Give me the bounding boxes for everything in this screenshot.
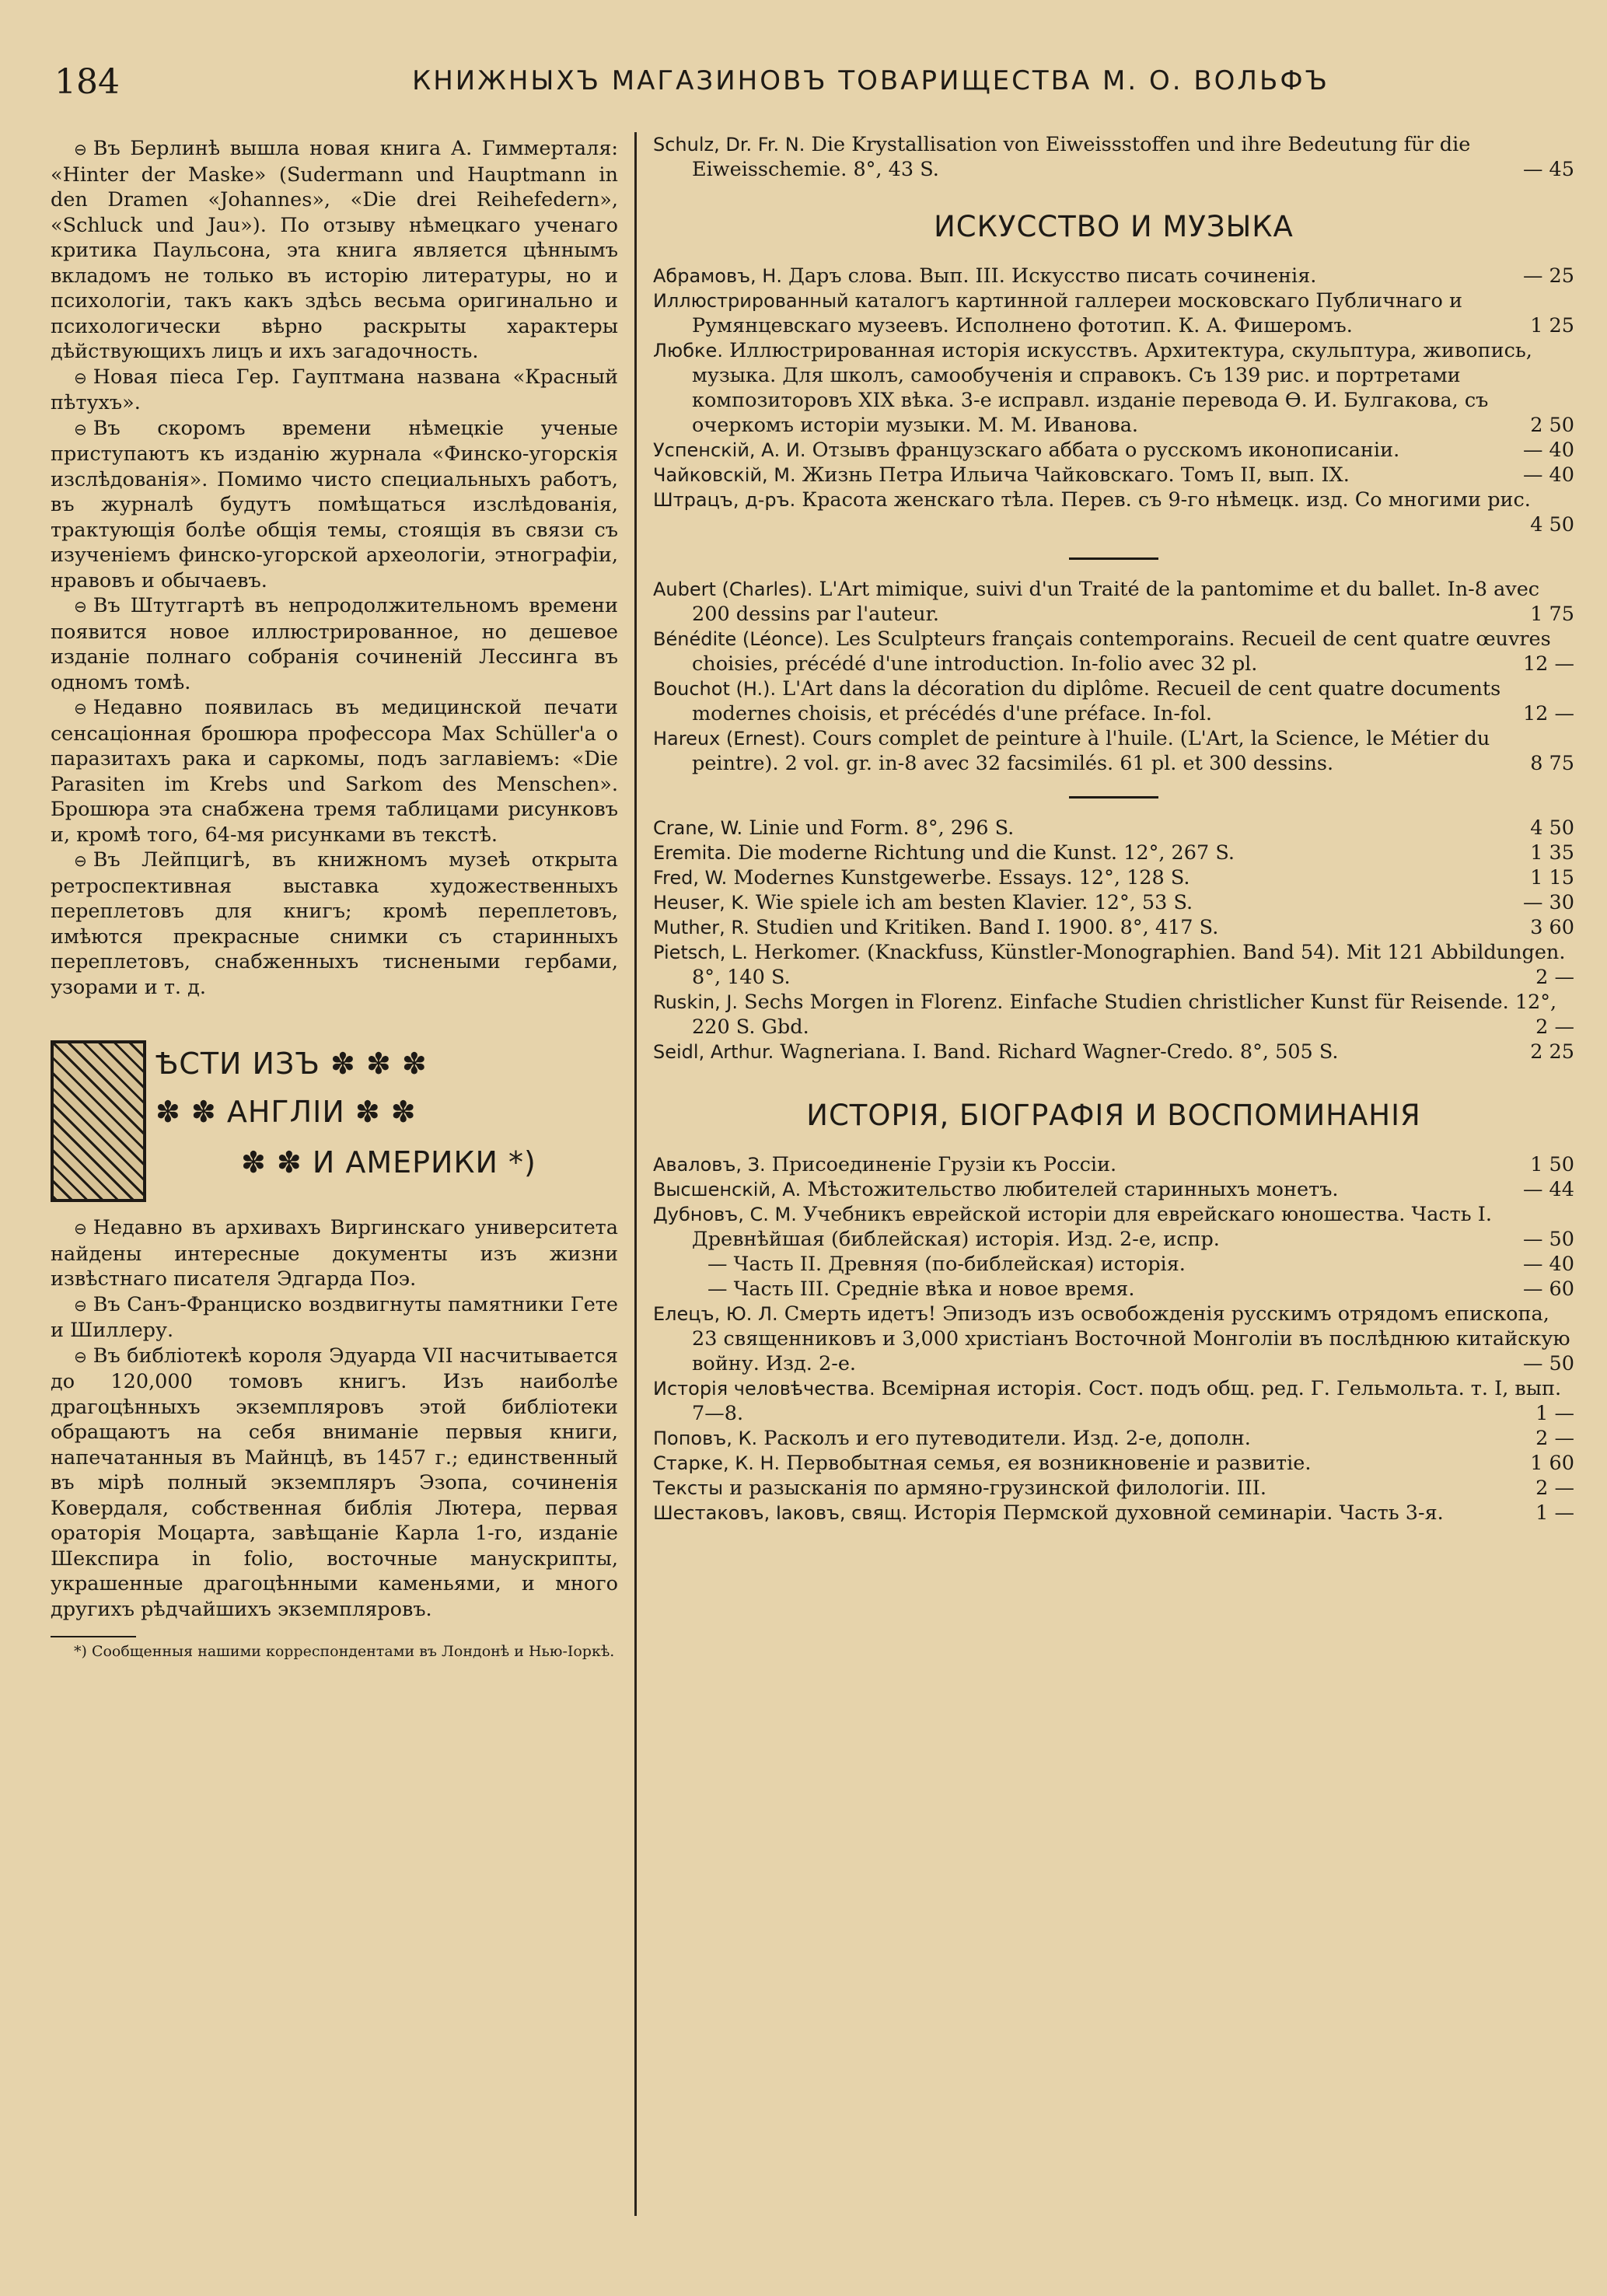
catalog-entry bbox=[653, 1501, 1574, 1525]
catalog-entry-top bbox=[653, 132, 1574, 182]
entry-price: — 25 bbox=[1522, 264, 1574, 288]
paragraph-text: Въ Штутгартѣ въ непродолжительномъ времени появится новое иллюстрированное, но дешевое изданіе полнаго собранія сочиненій Лессинга въ одномъ томѣ. bbox=[51, 594, 618, 694]
entry-price: — 40 bbox=[1522, 439, 1574, 462]
entry-author: Fred, W. bbox=[653, 867, 728, 889]
entry-price: 1 25 bbox=[1530, 314, 1574, 337]
entry-title: L'Art mimique, suivi d'un Traité de la pantomime et du ballet. In-8 avec 200 dessins par l'auteur. bbox=[692, 578, 1540, 626]
art-music-russian-list bbox=[653, 264, 1574, 537]
entry-author: Muther, R. bbox=[653, 917, 749, 938]
entry-author: Старке, К. Н. bbox=[653, 1452, 781, 1474]
catalog-entry bbox=[653, 1426, 1574, 1451]
news-paragraphs-england-america bbox=[51, 1215, 618, 1622]
catalog-entry bbox=[653, 915, 1574, 940]
entry-price: — 40 bbox=[1522, 463, 1574, 487]
entry-author: Высшенскій, А. bbox=[653, 1179, 802, 1200]
entry-price: — 50 bbox=[1522, 1352, 1574, 1375]
entry-author: Heuser, K. bbox=[653, 892, 749, 914]
catalog-entry bbox=[653, 1302, 1574, 1376]
paragraph-text: Въ скоромъ времени нѣмецкіе ученые приступаютъ къ изданію журнала «Финско-угорскія изслѣдованія». Помимо чисто специальныхъ работъ, въ журналѣ будутъ помѣщаться изслѣдованія, трактующія болѣе общія темы, стоящія въ связи съ изученіемъ финско-угорской археологіи, этнографіи, нравовъ и обычаевъ. bbox=[51, 416, 618, 592]
catalog-entry bbox=[653, 676, 1574, 726]
paragraph-bullet-icon: ⊖ bbox=[74, 140, 87, 159]
paragraph-text: Новая пiеса Гер. Гауптмана названа «Красный пѣтухъ». bbox=[51, 365, 618, 414]
entry-price: 2 — bbox=[1535, 1015, 1574, 1039]
entry-price: — 40 bbox=[1522, 1253, 1574, 1276]
running-head: КНИЖНЫХЪ МАГАЗИНОВЪ ТОВАРИЩЕСТВА М. О. ВОЛЬФЪ bbox=[412, 65, 1329, 96]
entry-title: и разысканія по армяно-грузинской филологіи. III. bbox=[729, 1476, 1266, 1500]
page-header bbox=[54, 56, 1570, 110]
paragraph-bullet-icon: ⊖ bbox=[74, 1347, 87, 1366]
catalog-entry bbox=[653, 1252, 1574, 1277]
entry-price: 1 15 bbox=[1530, 866, 1574, 889]
news-heading-line-2: ✽ ✽ АНГЛІИ ✽ ✽ bbox=[155, 1095, 417, 1129]
entry-price: 1 35 bbox=[1530, 841, 1574, 865]
entry-author: Тексты bbox=[653, 1477, 724, 1499]
entry-price: 3 60 bbox=[1530, 916, 1574, 939]
catalog-entry bbox=[653, 1177, 1574, 1202]
section-title-history: ИСТОРІЯ, БІОГРАФІЯ И ВОСПОМИНАНІЯ bbox=[806, 1099, 1421, 1132]
news-paragraph bbox=[51, 136, 618, 365]
section-title-art-music: ИСКУССТВО И МУЗЫКА bbox=[934, 210, 1294, 243]
catalog-entry bbox=[653, 438, 1574, 463]
entry-title: Herkomer. (Knackfuss, Künstler-Monographien. Band 54). Mit 121 Abbildungen. 8°, 140 S. bbox=[692, 941, 1566, 989]
catalog-entry bbox=[653, 1376, 1574, 1426]
catalog-entry bbox=[653, 726, 1574, 776]
entry-title: Sechs Morgen in Florenz. Einfache Studien christlicher Kunst für Reisende. 12°, 220 S. Gbd. bbox=[692, 991, 1557, 1039]
news-paragraphs-germany bbox=[51, 136, 618, 1000]
paragraph-text: Въ Лейпцигѣ, въ книжномъ музеѣ открыта ретроспективная выставка художественныхъ переплетовъ для книгъ; кромѣ переплетовъ, имѣются прекрасные снимки съ старинныхъ переплетовъ, снабженныхъ тиснеными гербами, узорами и т. д. bbox=[51, 848, 618, 999]
ornament-initial-icon bbox=[51, 1040, 146, 1202]
catalog-entry bbox=[653, 1451, 1574, 1476]
news-section-heading bbox=[51, 1040, 618, 1200]
news-paragraph bbox=[51, 847, 618, 1000]
entry-author: Штрацъ, д-ръ. bbox=[653, 489, 796, 511]
entry-price: — 45 bbox=[1522, 158, 1574, 181]
paragraph-bullet-icon: ⊖ bbox=[74, 419, 87, 439]
catalog-entry bbox=[653, 288, 1574, 338]
entry-author: Pietsch, L. bbox=[653, 942, 748, 963]
entry-author: Иллюстрированный bbox=[653, 290, 849, 312]
entry-title: Die moderne Richtung und die Kunst. 12°, 267 S. bbox=[738, 841, 1235, 865]
catalog-entry bbox=[653, 338, 1574, 438]
entry-author: Елецъ, Ю. Л. bbox=[653, 1303, 778, 1325]
entry-price: 12 — bbox=[1522, 652, 1574, 676]
entry-title: Cours complet de peinture à l'huile. (L'Art, la Science, le Métier du peintre). 2 vol. gr. in-8 avec 32 facsimilés. 61 pl. et 300 dessins. bbox=[692, 727, 1490, 775]
entry-author: Ruskin, J. bbox=[653, 991, 739, 1013]
catalog-entry bbox=[653, 1152, 1574, 1177]
entry-title: — Часть II. Древняя (по-библейская) исторія. bbox=[707, 1253, 1186, 1276]
entry-title: L'Art dans la décoration du diplôme. Recueil de cent quatre documents modernes choisis, et précédés d'une préface. In-fol. bbox=[692, 677, 1501, 725]
page-number: 184 bbox=[54, 62, 120, 102]
entry-author: Crane, W. bbox=[653, 817, 743, 839]
entry-title: Расколъ и его путеводители. Изд. 2-е, дополн. bbox=[763, 1427, 1251, 1450]
catalog-entry bbox=[653, 940, 1574, 990]
entry-price: 2 — bbox=[1535, 966, 1574, 989]
entry-price: 2 50 bbox=[1530, 414, 1574, 437]
catalog-entry bbox=[653, 577, 1574, 627]
entry-price: 4 50 bbox=[1530, 816, 1574, 840]
entry-author: Аваловъ, З. bbox=[653, 1154, 766, 1176]
entry-title: — Часть III. Средніе вѣка и новое время. bbox=[707, 1277, 1135, 1301]
entry-author: Aubert (Charles). bbox=[653, 578, 813, 600]
news-paragraph bbox=[51, 1344, 618, 1623]
catalog-entry bbox=[653, 865, 1574, 890]
entry-title: Исторія Пермской духовной семинаріи. Часть 3-я. bbox=[914, 1501, 1444, 1525]
catalog-entry bbox=[653, 816, 1574, 840]
entry-price: — 44 bbox=[1522, 1178, 1574, 1201]
news-paragraph bbox=[51, 1292, 618, 1344]
entry-title: каталогъ картинной галлереи московскаго Публичнаго и Румянцевскаго музеевъ. Исполнено фототип. К. А. Фишеромъ. bbox=[692, 289, 1462, 337]
paragraph-text: Въ библіотекѣ короля Эдуарда VII насчитывается до 120,000 томовъ книгъ. Изъ наиболѣе драгоцѣнныхъ экземпляровъ этой библіотеки обращаютъ на себя вниманіе первыя книги, напечатанныя въ Майнцѣ, въ 1457 г.; единственный въ мірѣ полный экземпляръ Эзопа, сочиненія Ковердаля, собственная библія Лютера, первая ораторія Моцарта, завѣщаніе Карла 1-го, изданіе Шекспира in folio, восточные манускрипты, украшенные драгоцѣнными каменьями, и много другихъ рѣдчайшихъ экземпляровъ. bbox=[51, 1344, 618, 1621]
entry-author: Поповъ, К. bbox=[653, 1428, 758, 1449]
entry-title: Отзывъ французскаго аббата о русскомъ иконописаніи. bbox=[812, 439, 1400, 462]
news-heading-line-3: ✽ ✽ И АМЕРИКИ *) bbox=[241, 1145, 536, 1179]
entry-price: 1 — bbox=[1535, 1501, 1574, 1525]
entry-author: Шестаковъ, Іаковъ, свящ. bbox=[653, 1502, 908, 1524]
entry-title: Всемірная исторія. Сост. подъ общ. ред. Г. Гельмольта. т. I, вып. 7—8. bbox=[692, 1377, 1562, 1425]
entry-author: Исторія человѣчества. bbox=[653, 1378, 875, 1400]
paragraph-bullet-icon: ⊖ bbox=[74, 1295, 87, 1315]
entry-title: Присоединеніе Грузіи къ Россіи. bbox=[771, 1153, 1117, 1176]
entry-title: Иллюстрированная исторія искусствъ. Архитектура, скульптура, живопись, музыка. Для школъ, самообученія и справокъ. Съ 139 рис. и портретами композиторовъ XIX вѣка. 3-е исправл. изданіе перевода Ѳ. И. Булгакова, съ очеркомъ исторіи музыки. М. М. Иванова. bbox=[692, 339, 1532, 437]
entry-price: 12 — bbox=[1522, 702, 1574, 725]
entry-title: Красота женскаго тѣла. Перев. съ 9-го нѣмецк. изд. Со многими рис. bbox=[802, 488, 1531, 512]
art-music-french-list bbox=[653, 577, 1574, 776]
entry-title: Мѣстожительство любителей старинныхъ монетъ. bbox=[807, 1178, 1339, 1201]
news-heading-line-1: ѢСТИ ИЗЪ ✽ ✽ ✽ bbox=[155, 1047, 428, 1081]
catalog-entry bbox=[653, 1476, 1574, 1501]
paragraph-text: Въ Санъ-Франциско воздвигнуты памятники Гете и Шиллеру. bbox=[51, 1292, 618, 1342]
news-paragraph bbox=[51, 416, 618, 594]
art-music-german-list bbox=[653, 816, 1574, 1064]
paragraph-bullet-icon: ⊖ bbox=[74, 368, 87, 387]
entry-author: Дубновъ, С. М. bbox=[653, 1204, 797, 1225]
paragraph-bullet-icon: ⊖ bbox=[74, 597, 87, 616]
paragraph-bullet-icon: ⊖ bbox=[74, 699, 87, 718]
entry-author: Абрамовъ, Н. bbox=[653, 265, 782, 287]
entry-title: Linie und Form. 8°, 296 S. bbox=[749, 816, 1015, 840]
news-paragraph bbox=[51, 1215, 618, 1292]
entry-author: Seidl, Arthur. bbox=[653, 1041, 774, 1063]
entry-title: Die Krystallisation von Eiweissstoffen und ihre Bedeutung für die Eiweisschemie. 8°, 43 S. bbox=[692, 133, 1471, 181]
entry-author: Hareux (Ernest). bbox=[653, 728, 806, 750]
entry-author: Schulz, Dr. Fr. N. bbox=[653, 134, 805, 156]
catalog-entry bbox=[653, 1202, 1574, 1252]
news-paragraph bbox=[51, 695, 618, 847]
entry-price: — 50 bbox=[1522, 1228, 1574, 1251]
short-rule bbox=[1069, 796, 1158, 799]
entry-title: Даръ слова. Вып. III. Искусство писать сочиненія. bbox=[788, 264, 1317, 288]
entry-price: 1 75 bbox=[1530, 603, 1574, 626]
entry-price: 8 75 bbox=[1530, 752, 1574, 775]
entry-price: 4 50 bbox=[1530, 513, 1574, 536]
news-paragraph bbox=[51, 593, 618, 695]
column-divider bbox=[634, 132, 637, 2216]
entry-author: Чайковскій, М. bbox=[653, 464, 796, 486]
catalog-entry bbox=[653, 890, 1574, 915]
catalog-entry bbox=[653, 463, 1574, 488]
short-rule bbox=[1069, 557, 1158, 560]
entry-title: Учебникъ еврейской исторіи для еврейскаго юношества. Часть I. Древнѣйшая (библейская) исторія. Изд. 2-е, испр. bbox=[692, 1203, 1492, 1251]
right-column bbox=[653, 132, 1574, 1525]
paragraph-text: Недавно въ архивахъ Виргинскаго университета найдены интересные документы изъ жизни извѣстнаго писателя Эдгарда Поэ. bbox=[51, 1216, 618, 1291]
paragraph-text: Въ Берлинѣ вышла новая книга А. Гиммерталя: «Hinter der Maske» (Sudermann und Hauptmann in den Dramen «Johannes», «Die drei Reihefedern», «Schluck und Jau»). По отзыву нѣмецкаго ученаго критика Паульсона, эта книга является цѣннымъ вкладомъ не только въ исторію литературы, но и психологіи, такъ какъ здѣсь весьма оригинально и психологически вѣрно раскрыты характеры дѣйствующихъ лицъ и ихъ загадочность. bbox=[51, 137, 618, 363]
entry-title: Wagneriana. I. Band. Richard Wagner-Credo. 8°, 505 S. bbox=[780, 1040, 1339, 1064]
catalog-entry bbox=[653, 990, 1574, 1040]
entry-author: Bouchot (H.). bbox=[653, 678, 777, 700]
history-list bbox=[653, 1152, 1574, 1525]
catalog-entry bbox=[653, 264, 1574, 288]
entry-price: — 60 bbox=[1522, 1277, 1574, 1301]
entry-author: Eremita. bbox=[653, 842, 732, 864]
footnote: *) Сообщенныя нашими корреспондентами въ Лондонѣ и Нью-Іоркѣ. bbox=[74, 1643, 615, 1660]
catalog-entry bbox=[653, 488, 1574, 537]
catalog-entry bbox=[653, 627, 1574, 676]
paragraph-bullet-icon: ⊖ bbox=[74, 1219, 87, 1238]
entry-title: Modernes Kunstgewerbe. Essays. 12°, 128 S. bbox=[733, 866, 1190, 889]
entry-title: Wie spiele ich am besten Klavier. 12°, 53 S. bbox=[755, 891, 1193, 914]
entry-price: — 30 bbox=[1522, 891, 1574, 914]
paragraph-bullet-icon: ⊖ bbox=[74, 851, 87, 870]
entry-title: Жизнь Петра Ильича Чайковскаго. Томъ II, вып. IX. bbox=[802, 463, 1350, 487]
entry-price: 2 — bbox=[1535, 1476, 1574, 1500]
entry-title: Смерть идетъ! Эпизодъ изъ освобожденія русскимъ отрядомъ епископа, 23 священниковъ и 3,000 христіанъ Восточной Монголіи въ послѣднюю китайскую войну. Изд. 2-е. bbox=[692, 1302, 1570, 1375]
catalog-entry bbox=[653, 132, 1574, 182]
entry-price: 2 25 bbox=[1530, 1040, 1574, 1064]
entry-price: 1 60 bbox=[1530, 1452, 1574, 1475]
entry-title: Первобытная семья, ея возникновеніе и развитіе. bbox=[786, 1452, 1312, 1475]
entry-price: 2 — bbox=[1535, 1427, 1574, 1450]
entry-author: Любке. bbox=[653, 340, 723, 362]
footnote-rule bbox=[51, 1636, 136, 1637]
news-paragraph bbox=[51, 365, 618, 416]
entry-author: Успенскій, А. И. bbox=[653, 439, 806, 461]
catalog-entry bbox=[653, 840, 1574, 865]
entry-author: Bénédite (Léonce). bbox=[653, 628, 830, 650]
left-column bbox=[51, 136, 618, 1662]
paragraph-text: Недавно появилась въ медицинской печати сенсаціонная брошюра профессора Max Schüller'а о паразитахъ рака и саркомы, подъ заглавіемъ: «Die Parasiten im Krebs und Sarkom des Menschen». Брошюра эта снабжена тремя таблицами рисунковъ и, кромѣ того, 64-мя рисунками въ текстѣ. bbox=[51, 696, 618, 847]
entry-title: Studien und Kritiken. Band I. 1900. 8°, 417 S. bbox=[756, 916, 1219, 939]
catalog-entry bbox=[653, 1040, 1574, 1064]
entry-price: 1 — bbox=[1535, 1402, 1574, 1425]
entry-price: 1 50 bbox=[1530, 1153, 1574, 1176]
entry-title: Les Sculpteurs français contemporains. Recueil de cent quatre œuvres choisies, précédé d'une introduction. In-folio avec 32 pl. bbox=[692, 627, 1551, 676]
catalog-entry bbox=[653, 1277, 1574, 1302]
